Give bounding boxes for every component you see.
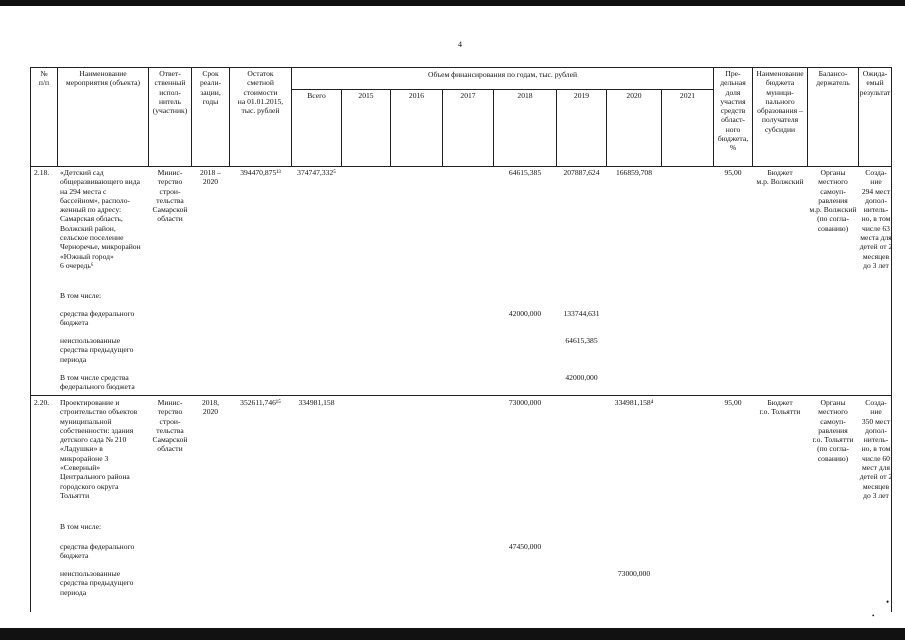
scan-speck: • [886, 597, 890, 607]
header-total: Всего [307, 91, 326, 100]
header-num: № п/п [38, 69, 50, 88]
row-2-20-name: Проектирование и строительство объектов муниципальной собственности: здания детского сада № 210 «Ладушки» в микрорайоне 3 «Северный» Центрального района городского округа Тольятти [60, 398, 138, 500]
row-2-18-holder: Органы местного самоуп- равления м.р. Волжский (по согла- сованию) [809, 168, 857, 233]
header-financing: Объем финансирования по годам, тыс. рублей [427, 70, 578, 79]
row-2-18-federal-label: средства федерального бюджета [60, 309, 135, 328]
col-border [442, 89, 443, 167]
col-border [291, 67, 292, 167]
row-2-20-number: 2.20. [34, 398, 50, 407]
header-year-2019: 2019 [573, 91, 590, 100]
row-2-20-unused-2020: 73000,000 [617, 569, 651, 578]
row-2-18-balance: 394470,875¹³ [240, 168, 281, 177]
row-2-20-result: Созда- ние 350 мест допол- нитель- но, в том числе 60 мест для детей от 2 месяцев до 3 лет [859, 398, 893, 500]
header-year-2021: 2021 [679, 91, 696, 100]
page-number: 4 [458, 40, 462, 49]
row-2-18-responsible: Минис- терство строи- тельства Самарской области [152, 168, 188, 224]
row-2-20-federal-2018: 47450,000 [508, 542, 542, 551]
row-2-18-name: «Детский сад общеразвивающего вида на 294 места с бассейном», располо- женный по адресу: Самарская область, Волжский район, сельское поселение Черноречье, микрорайон «Южный город» 6 очередь⁶ [60, 168, 141, 270]
row-divider [30, 395, 892, 396]
row-2-20-share: 95,00 [724, 398, 742, 407]
header-year-2017: 2017 [460, 91, 476, 100]
row-2-20-incl-label: В том числе: [60, 522, 102, 531]
row-2-20-total: 334981,158 [298, 398, 335, 407]
col-border [30, 67, 31, 612]
row-2-18-result: Созда- ние 294 мест допол- нитель- но, в том числе 63 места для детей от 2 месяцев до 3 лет [859, 168, 893, 270]
header-balance-holder: Балансо- держатель [816, 69, 850, 88]
row-2-18-2020: 166859,708 [615, 168, 653, 177]
bottom-scan-border [0, 628, 905, 640]
row-2-18-term: 2018 – 2020 [200, 168, 221, 187]
row-2-20-budget: Бюджет г.о. Тольятти [759, 398, 801, 417]
row-2-18-federal-2019: 133744,631 [563, 309, 600, 318]
header-year-2015: 2015 [358, 91, 374, 100]
row-2-18-2019: 207887,624 [563, 168, 600, 177]
col-border [606, 89, 607, 167]
row-2-20-term: 2018, 2020 [201, 398, 220, 417]
header-bottom-border [30, 166, 892, 167]
col-border [891, 67, 892, 612]
header-balance: Остаток сметной стоимости на 01.01.2015, тыс. рублей [237, 69, 284, 116]
financing-header-divider [291, 89, 713, 90]
header-year-2018: 2018 [517, 91, 533, 100]
col-border [341, 89, 342, 167]
header-responsible: Ответ- ственный испол- нитель (участник) [152, 69, 188, 116]
row-2-18-federal-2018: 42000,000 [508, 309, 542, 318]
row-2-20-2020: 334981,158⁴ [614, 398, 654, 407]
row-2-18-unused-2019: 64615,385 [565, 336, 598, 345]
table-top-border [30, 67, 892, 68]
row-2-18-total: 374747,332⁵ [297, 168, 336, 177]
header-year-2020: 2020 [626, 91, 642, 100]
col-border [390, 89, 391, 167]
header-name: Наименование мероприятия (объекта) [65, 69, 141, 88]
col-border [556, 89, 557, 167]
header-year-2016: 2016 [408, 91, 425, 100]
row-2-20-responsible: Минис- терство строи- тельства Самарской области [152, 398, 188, 454]
row-2-18-2018: 64615,385 [508, 168, 542, 177]
header-term: Срок реали- зации, годы [199, 69, 222, 106]
row-2-18-budget: Бюджет м.р. Волжский [756, 168, 804, 187]
row-2-18-number: 2.18. [34, 168, 50, 177]
row-2-20-2018: 73000,000 [508, 398, 542, 407]
row-2-20-federal-label: средства федерального бюджета [60, 542, 135, 561]
row-2-20-balance: 352611,746¹⁵ [240, 398, 281, 407]
header-budget-name: Наименование бюджета муници- пального образования – получателя субсидии [756, 69, 804, 134]
scan-speck: • [872, 612, 875, 620]
row-2-18-incl-federal-2019: 42000,000 [565, 373, 598, 382]
row-2-20-holder: Органы местного самоуп- равления г.о. Тольятти (по согла- сованию) [812, 398, 854, 463]
header-limit-share: Пре- дельная доля участия средств област- ного бюджета, % [717, 69, 749, 153]
row-2-20-unused-label: неиспользованные средства предыдущего периода [60, 569, 134, 597]
row-2-18-incl-federal-label: В том числе средства федерального бюджета [60, 373, 135, 392]
col-border [493, 89, 494, 167]
row-2-18-share: 95,00 [724, 168, 742, 177]
col-border [661, 89, 662, 167]
row-2-18-unused-label: неиспользованные средства предыдущего периода [60, 336, 134, 364]
header-expected-result: Ожида- емый результат [859, 69, 891, 97]
row-2-18-incl-label: В том числе: [60, 291, 102, 300]
top-scan-border [0, 0, 905, 6]
